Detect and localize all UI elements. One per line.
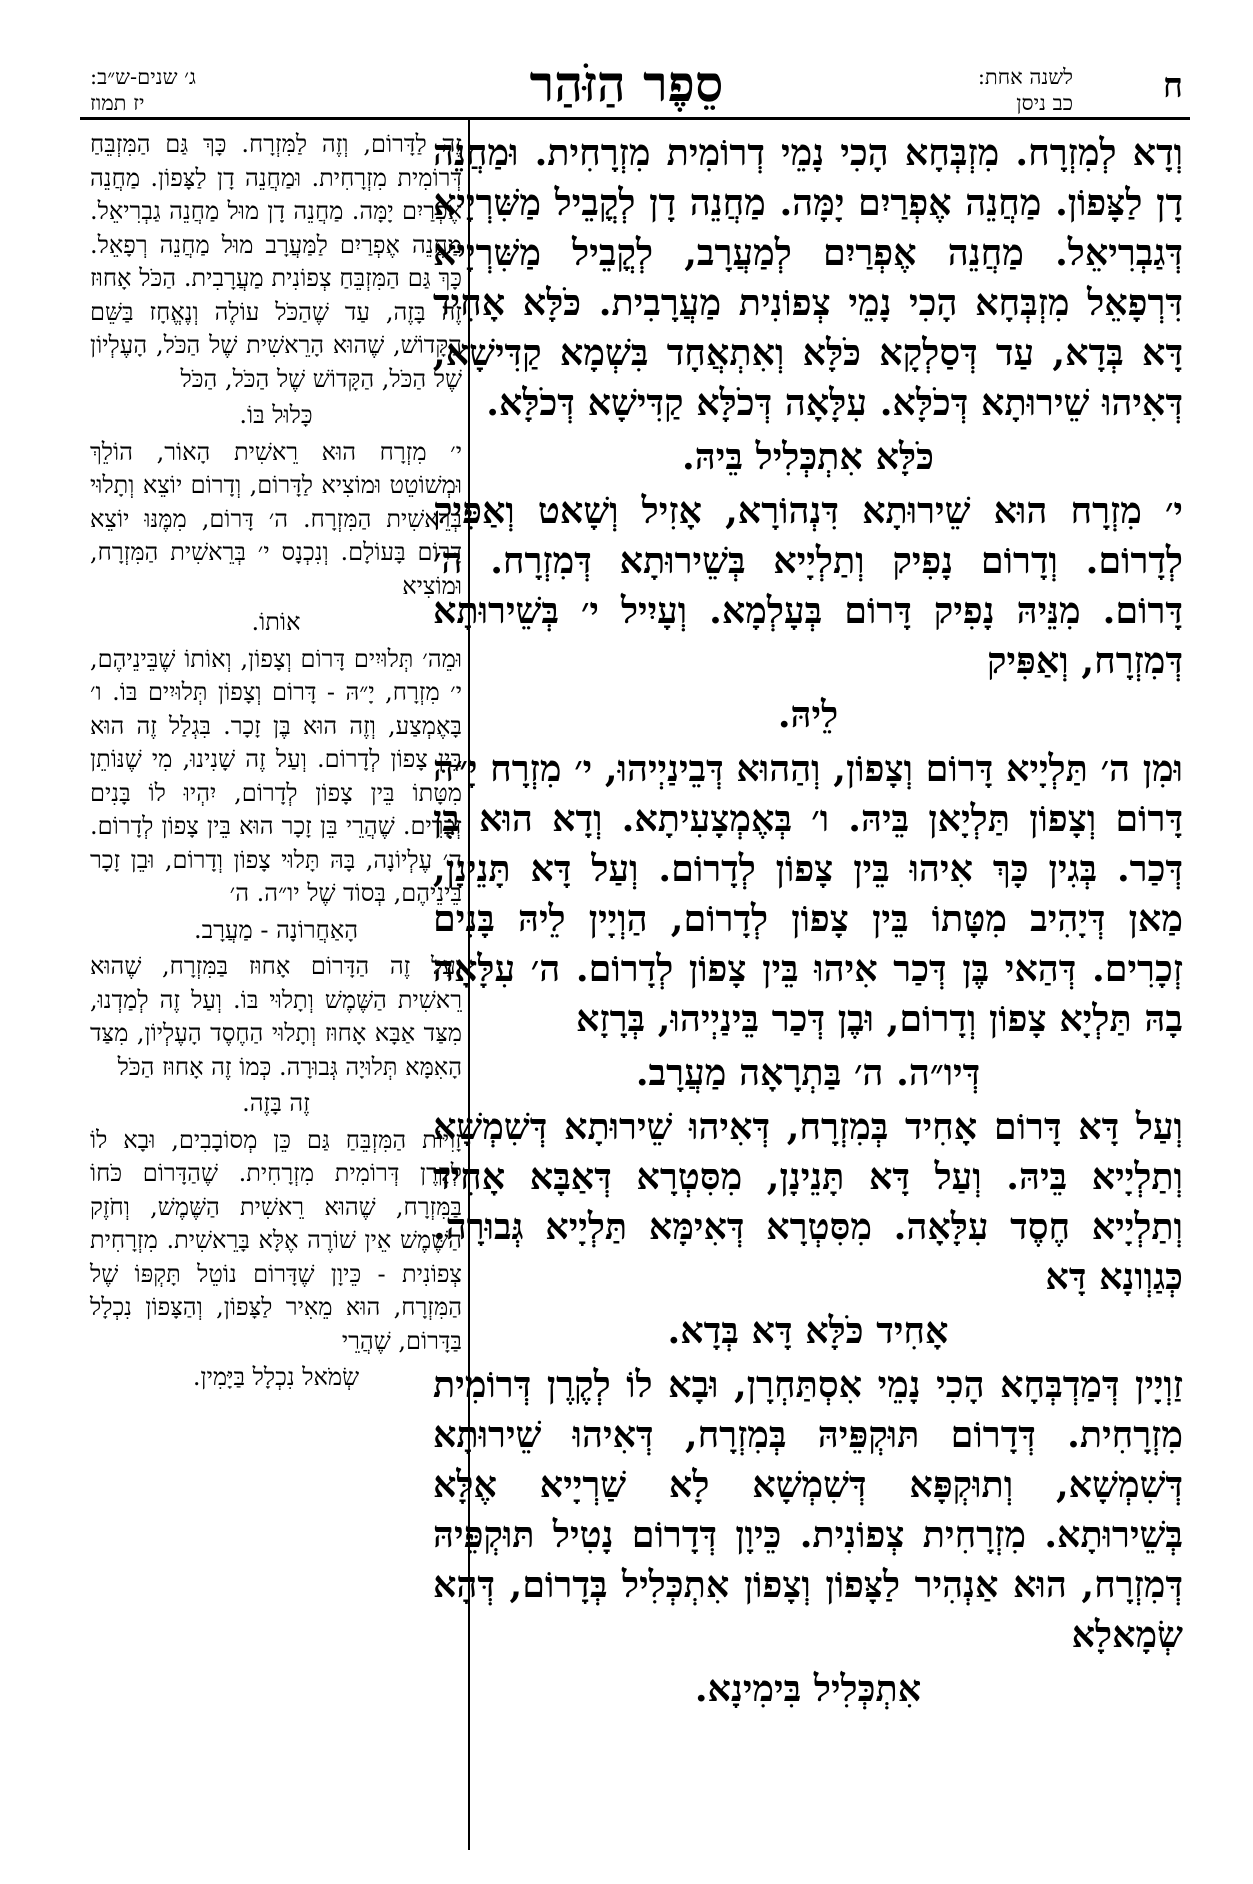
aramaic-paragraph-1: וְדָא לְמִזְרָח. מִזְבְּחָא הָכִי נָמֵי דְרוֹמִית מִזְרָחִית. וּמַחֲנֵה דָן לַצָּפוֹן. מַחֲנֵה אֶפְרַיִם יָמָּה. מַחֲנֵה דָן לְקֳבֵיל מַשִּׁרְיָיא דְּגַבְרִיאֵל. מַחֲנֵה אֶפְרַיִם לְמַעֲרָב, לְקֳבֵיל מַשִּׁרְיָיא דִּרְפָאֵל מִזְבְּחָא הָכִי נָמֵי צְפוֹנִית מַעֲרָבִית. כֹּלָּא אָחִיד דָּא בְּדָא, עַד דְּסַלְקָא כֹּלָּא וְאִתְאֲחָד בִּשְׁמָא קַדִּישָׁא, דְּאִיהוּ שֵׁירוּתָא דְּכֹלָּא. עִלָּאָה דְּכֹלָּא קַדִּישָׁא דְּכֹלָּא.	[433, 131, 1183, 424]
header-left-info	[90, 64, 330, 116]
header-right-bottom: כב ניסן	[1016, 91, 1073, 115]
aramaic-column	[433, 128, 1183, 1848]
hebrew-paragraph-5: זָוִיּוֹת הַמִּזְבֵּחַ גַּם כֵּן מְסוֹבָבִים, וּבָא לוֹ לְקֶרֶן דְּרוֹמִית מִזְרָחִית. שֶׁהַדָּרוֹם כֹּחוֹ בַּמִּזְרָח, שֶׁהוּא רֵאשִׁית הַשֶּׁמֶשׁ, וְחֹזֶק הַשֶּׁמֶשׁ אֵין שׁוֹרֶה אֶלָּא בָּרֵאשִׁית. מִזְרָחִית צְפוֹנִית - כֵּיוָן שֶׁדָּרוֹם נוֹטֵל תָּקְפּוֹ שֶׁל הַמִּזְרָח, הוּא מֵאִיר לַצָּפוֹן, וְהַצָּפוֹן נִכְלָל בַּדָּרוֹם, שֶׁהֲרֵי	[90, 1125, 462, 1355]
hebrew-paragraph-2-end: אוֹתוֹ.	[251, 608, 301, 636]
hebrew-paragraph-5-end: שְׂמֹאל נִכְלָל בַּיָּמִין.	[192, 1363, 360, 1391]
aramaic-paragraph-2-end: לֵיהּ.	[777, 693, 839, 736]
hebrew-paragraph-3-end: הָאַחֲרוֹנָה - מַעֲרָב.	[193, 915, 359, 944]
page-title: סֵפֶר הַזֹּהַר	[529, 54, 724, 113]
hebrew-translation-column	[90, 128, 462, 1848]
hebrew-paragraph-3: וּמֵה׳ תְּלוּיִים דָּרוֹם וְצָפוֹן, וְאוֹתוֹ שֶׁבֵּינֵיהֶם, י׳ מִזְרָח, יָ״הּ - דָּרוֹם וְצָפוֹן תְּלוּיִים בּוֹ. ו׳ בָּאֶמְצַע, וְזֶה הוּא בֶּן זָכָר. בִּגְלַל זֶה הוּא בֵּין צָפוֹן לְדָרוֹם. וְעַל זֶה שָׁנִינוּ, מִי שֶׁנּוֹתֵן מִטָּתוֹ בֵּין צָפוֹן לְדָרוֹם, יִהְיוּ לוֹ בָּנִים זְכָרִים. שֶׁהֲרֵי בֵּן זָכָר הוּא בֵּין צָפוֹן לְדָרוֹם. ה׳ עֶלְיוֹנָה, בָּהּ תָּלוּי צָפוֹן וְדָרוֹם, וּבֵן זָכָר בֵּינֵיהֶם, בְּסוֹד שֶׁל יו״ה. ה׳	[90, 644, 462, 907]
aramaic-paragraph-2: י׳ מִזְרָח הוּא שֵׁירוּתָא דִּנְהוֹרָא, אָזִיל וְשָׁאט וְאַפִּיק לְדָרוֹם. וְדָרוֹם נָפִיק וְתַלְיָיא בְּשֵׁירוּתָא דְּמִזְרָח. ה׳ דָּרוֹם. מִנֵּיהּ נָפִיק דָּרוֹם בְּעָלְמָא. וְעָיִיל י׳ בְּשֵׁירוּתָא דְּמִזְרָח, וְאַפִּיק	[433, 489, 1183, 682]
aramaic-paragraph-4-end: אָחִיד כֹּלָּא דָּא בְּדָא.	[667, 1309, 949, 1352]
aramaic-paragraph-5-end: אִתְכְּלִיל בִּימִינָא.	[694, 1667, 922, 1710]
hebrew-paragraph-1-end: כָּלוּל בּוֹ.	[239, 401, 313, 429]
aramaic-paragraph-3-end: דְּיו״ה. ה׳ בַּתְרָאָה מַעֲרָב.	[635, 1051, 981, 1094]
header-left-bottom: יז תמוז	[90, 91, 145, 115]
aramaic-paragraph-5: זַוְיָין דְּמַדְבְּחָא הָכִי נָמֵי אִסְתַּחְרָן, וּבָא לוֹ לְקֶרֶן דְּרוֹמִית מִזְרָחִית. דְּדָרוֹם תּוּקְפֵּיהּ בְּמִזְרָח, דְּאִיהוּ שֵׁירוּתָא דְּשִׁמְשָׁא, וְתוּקְפָּא דְּשִׁמְשָׁא לָא שַׁרְיָיא אֶלָּא בְּשֵׁירוּתָא. מִזְרָחִית צְפוֹנִית. כֵּיוָן דְּדָרוֹם נָטִיל תּוּקְפֵּיהּ דְּמִזְרָח, הוּא אַנְהִיר לַצָּפוֹן וְצָפוֹן אִתְכְּלִיל בְּדָרוֹם, דְּהָא שְׂמָאלָא	[433, 1363, 1183, 1656]
header-left-top: ג׳ שנים-ש״ב:	[90, 65, 196, 89]
header-right-top: לשנה אחת:	[977, 65, 1073, 89]
page-number: ח	[1162, 66, 1183, 106]
aramaic-paragraph-4: וְעַל דָּא דָּרוֹם אָחִיד בְּמִזְרָח, דְּאִיהוּ שֵׁירוּתָא דְּשִׁמְשָׁא וְתַלְיָיא בֵּיהּ. וְעַל דָּא תָּנֵינָן, מִסִּטְרָא דְּאַבָּא אָחִיד וְתַלְיָיא חֶסֶד עִלָּאָה. מִסִּטְרָא דְּאִימָּא תַּלְיָיא גְּבוּרָה. כְּגַוְונָא דָּא	[433, 1105, 1183, 1298]
header-rule	[80, 117, 1190, 120]
aramaic-paragraph-1-end: כֹּלָּא אִתְכְּלִיל בֵּיהּ.	[682, 435, 934, 478]
hebrew-paragraph-2: י׳ מִזְרָח הוּא רֵאשִׁית הָאוֹר, הוֹלֵךְ וּמְשׁוֹטֵט וּמוֹצִיא לַדָּרוֹם, וְדָרוֹם יוֹצֵא וְתָלוּי בְּרֵאשִׁית הַמִּזְרָח. ה׳ דָּרוֹם, מִמֶּנּוּ יוֹצֵא דָּרוֹם בָּעוֹלָם. וְנִכְנָס י׳ בְּרֵאשִׁית הַמִּזְרָח, וּמוֹצִיא	[90, 437, 462, 600]
aramaic-paragraph-3: וּמִן ה׳ תַּלְיָיא דָּרוֹם וְצָפוֹן, וְהַהוּא דְּבֵינַיְיהוּ, י׳ מִזְרָח יָ״הּ דָּרוֹם וְצָפוֹן תַּלְיָאן בֵּיהּ. ו׳ בְּאֶמְצָעִיתָא. וְדָא הוּא בֶּן דְּכַר. בְּגִין כָּךְ אִיהוּ בֵּין צָפוֹן לְדָרוֹם. וְעַל דָּא תָּנֵינָן, מַאן דְּיָהִיב מִטָּתוֹ בֵּין צָפוֹן לְדָרוֹם, הַוְיָין לֵיהּ בָּנִים זְכָרִים. דְּהַאי בֶּן דְּכַר אִיהוּ בֵּין צָפוֹן לְדָרוֹם. ה׳ עִלָּאָה בָהּ תַּלְיָא צָפוֹן וְדָרוֹם, וּבֶן דְּכַר בֵּינַיְיהוּ, בְּרָזָא	[433, 747, 1183, 1040]
hebrew-paragraph-1: זֶה לַדָּרוֹם, וְזֶה לַמִּזְרָח. כָּךְ גַּם הַמִּזְבֵּחַ דְּרוֹמִית מִזְרָחִית. וּמַחֲנֵה דָן לַצָּפוֹן. מַחֲנֵה אֶפְרַיִם יָמָּה. מַחֲנֵה דָן מוּל מַחֲנֵה גַבְרִיאֵל. מַחֲנֵה אֶפְרַיִם לַמַּעֲרָב מוּל מַחֲנֵה רְפָאֵל. כָּךְ גַּם הַמִּזְבֵּחַ צְפוֹנִית מַעֲרָבִית. הַכֹּל אָחוּז זֶה בָּזֶה, עַד שֶׁהַכֹּל עוֹלֶה וְנֶאֱחָז בַּשֵּׁם הַקָּדוֹשׁ, שֶׁהוּא הָרֵאשִׁית שֶׁל הַכֹּל, הָעֶלְיוֹן שֶׁל הַכֹּל, הַקָּדוֹשׁ שֶׁל הַכֹּל, הַכֹּל	[90, 130, 462, 393]
hebrew-paragraph-4: וְעַל זֶה הַדָּרוֹם אָחוּז בַּמִּזְרָח, שֶׁהוּא רֵאשִׁית הַשֶּׁמֶשׁ וְתָלוּי בּוֹ. וְעַל זֶה לְמַדְנוּ, מִצַּד אַבָּא אָחוּז וְתָלוּי הַחֶסֶד הָעֶלְיוֹן, מִצַּד הָאִמָּא תְּלוּיָה גְּבוּרָה. כְּמוֹ זֶה אָחוּז הַכֹּל	[90, 952, 462, 1081]
hebrew-paragraph-4-end: זֶה בָּזֶה.	[242, 1089, 310, 1117]
page-header	[0, 30, 1253, 120]
